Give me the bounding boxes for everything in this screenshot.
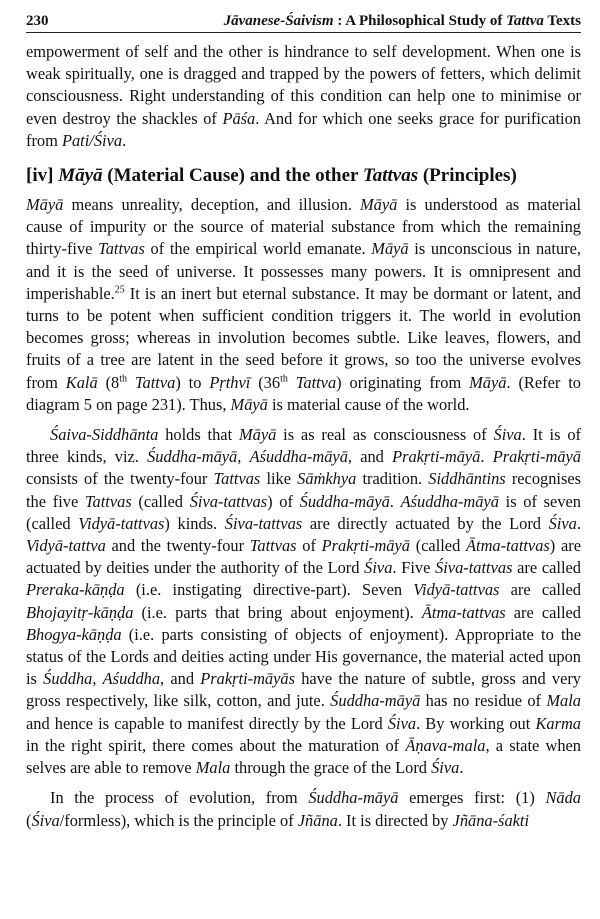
text-run: . Five [392, 558, 436, 578]
text-run: (Principles) [418, 165, 517, 187]
text-run: (Material Cause) and the other [102, 165, 363, 187]
text-run: is of seven (called [26, 491, 581, 533]
text-run: and hence is capable to manifest directly by the Lord [26, 713, 388, 733]
text-run [288, 373, 296, 392]
text-run: . By working out [416, 713, 536, 733]
text-run: (i.e. instigating directive-part). Seven [124, 580, 414, 600]
text-run: (i.e. parts that bring about enjoyment). [133, 602, 422, 622]
text-run: tradition. [356, 469, 429, 489]
italic-term: Nāda [545, 788, 581, 808]
italic-term: Māyā [371, 239, 409, 259]
text-run: of the empirical world emanate. [144, 239, 372, 259]
text-run: emerges first: (1) [398, 788, 546, 808]
italic-term: Śuddha [43, 669, 93, 689]
text-run: are called [512, 558, 581, 578]
italic-term: Śuddha-māyā [147, 447, 238, 467]
running-title-italic-2: Tattva [506, 13, 544, 29]
italic-term: Karma [535, 713, 581, 733]
italic-term: Kalā [65, 372, 98, 392]
text-run: ) are actuated by deities under the authority of the Lord [26, 536, 581, 578]
italic-term: Ātma-tattvas [466, 536, 550, 556]
text-run: ) originating from [336, 372, 470, 392]
text-run: , and [347, 447, 393, 467]
superscript: th [119, 373, 128, 385]
text-run: . [576, 513, 581, 533]
paragraph-maya-definition [26, 194, 581, 416]
italic-term: Mala [195, 758, 231, 778]
text-run: In the process of evolution, from [50, 788, 309, 808]
italic-term: Śiva [364, 558, 393, 578]
italic-term: Vidyā-tattvas [413, 580, 500, 600]
italic-term: Aśuddha-māyā [400, 491, 499, 511]
text-run: ) of [267, 491, 300, 511]
italic-term: Śiva-tattvas [435, 558, 513, 578]
italic-term: Aśuddha [102, 669, 161, 689]
text-run: has no residue of [420, 691, 547, 711]
text-run: recognises the five [26, 469, 582, 511]
italic-term: Śaiva-Siddhānta [50, 425, 159, 445]
text-run: It is an inert but eternal substance. It may be dormant or latent, and turns to be potent when sufficient condition triggers it. The world in evolution becomes gross; whereas in involution becomes subtle. Like leaves, flowers, and fruits of a tree are latent in the seed before it grows, so too the universe evolves from [26, 283, 581, 392]
text-run: through the grace of the Lord [230, 758, 432, 778]
text-run: holds that [158, 425, 239, 445]
text-run: ( [26, 810, 32, 830]
italic-term: Śiva [31, 810, 60, 830]
italic-term: Preraka-kāṇḍa [26, 580, 125, 600]
italic-term: Māyā [58, 165, 103, 187]
text-run: consists of the twenty-four [26, 469, 214, 489]
text-run: have the nature of subtle, gross and very gross respectively, like silk, cotton, and jute. [26, 669, 582, 711]
text-run: . [389, 491, 401, 511]
text-run: /formless), which is the principle of [59, 810, 298, 830]
italic-term: Māyā [238, 425, 277, 445]
italic-term: Prakṛti-māyā [321, 536, 410, 556]
paragraph-saiva-siddhanta [26, 424, 581, 779]
text-run: is unconscious in nature, and it is the seed of universe. It possesses many powers. It is omnipresent and imperishable. [26, 239, 581, 303]
italic-term: Śuddha-māyā [308, 788, 399, 808]
book-page [26, 10, 581, 832]
text-run: . And for which one seeks grace for purification from [26, 108, 581, 150]
text-run: ) kinds. [164, 513, 225, 533]
running-title-end: Texts [543, 13, 581, 29]
italic-term: Māyā [360, 195, 398, 215]
italic-term: Sāṁkhya [297, 469, 357, 489]
text-run: ) to [175, 372, 210, 392]
italic-term: Prakṛti-māyā [392, 447, 481, 467]
text-run [127, 373, 135, 392]
italic-term: Śiva [387, 713, 417, 733]
italic-term: Māyā [469, 372, 507, 392]
text-run: , and [160, 669, 201, 689]
superscript: th [280, 373, 288, 385]
italic-term: Bhogya-kāṇḍa [26, 624, 122, 644]
italic-term: Siddhāntins [428, 469, 506, 489]
italic-term: Mala [546, 691, 581, 711]
italic-term: Śiva-tattvas [189, 491, 268, 511]
italic-term: Aśuddha-māyā [249, 447, 348, 467]
italic-term: Jñāna-śakti [452, 810, 530, 830]
italic-term: Māyā [230, 394, 268, 414]
italic-term: Tattva [134, 372, 176, 392]
italic-term: Śuddha-māyā [330, 691, 421, 711]
text-run: (8 [97, 372, 120, 392]
italic-term: Tattvas [98, 239, 145, 259]
italic-term: Āṇava-mala [405, 735, 486, 755]
italic-term: Pṛthvī [209, 372, 251, 392]
text-run: , a state when selves are able to remove [26, 735, 581, 778]
paragraph-continued [26, 41, 581, 152]
italic-term: Tattvas [84, 491, 132, 511]
italic-term: Vidyā-tattva [26, 536, 106, 556]
text-run: empowerment of self and the other is hindrance to self development. When one is weak spiritually, one is dragged and trapped by the powers of fetters, which delimit consciousness. Right understanding of this condition can help one to minimise or even destroy the shackles of [26, 42, 581, 128]
italic-term: Bhojayitṛ-kāṇḍa [26, 602, 134, 622]
running-title-rest: : A Philosophical Study of [333, 13, 507, 29]
page-number: 230 [26, 13, 49, 29]
text-run: , [92, 669, 103, 689]
text-run: means unreality, deception, and illusion. [63, 195, 361, 215]
italic-term: Śuddha-māyā [299, 491, 390, 511]
text-run: (i.e. parts consisting of objects of enjoyment). Appropriate to the status of the Lords and deities acting under His governance, the material acted upon is [26, 624, 581, 689]
italic-term: Ātma-tattvas [421, 602, 506, 622]
text-run: (called [131, 491, 190, 511]
text-run: is as real as consciousness of [276, 425, 494, 445]
text-run: (called [409, 536, 467, 556]
italic-term: Prakṛti-māyās [200, 669, 295, 689]
running-title [224, 10, 581, 32]
italic-term: Śiva [548, 513, 577, 533]
italic-term: Māyā [26, 195, 64, 215]
italic-term: Śiva [431, 758, 460, 778]
italic-term: Prakṛti-māyā [492, 447, 581, 467]
paragraph-evolution [26, 787, 581, 831]
italic-term: Tattvas [213, 469, 261, 489]
text-run: and the twenty-four [105, 536, 250, 556]
text-run: . It is directed by [337, 810, 453, 830]
text-run: . [480, 447, 493, 467]
superscript: 25 [114, 284, 125, 296]
text-run: in the right spirit, there comes about the maturation of [26, 735, 406, 755]
text-run: . It is of three kinds, viz. [26, 425, 581, 467]
running-head [26, 10, 581, 33]
text-run: are called [505, 602, 581, 622]
text-run: . [122, 130, 127, 150]
italic-term: Pati/Śiva [61, 130, 123, 150]
text-run: are directly actuated by the Lord [302, 513, 549, 533]
text-run: , [237, 447, 250, 467]
italic-term: Śiva [493, 425, 522, 445]
italic-term: Vidyā-tattvas [78, 513, 165, 533]
text-run: is material cause of the world. [267, 394, 470, 414]
text-run: . (Refer to diagram 5 on page 231). Thus, [26, 372, 581, 414]
section-heading [26, 164, 581, 188]
italic-term: Pāśa [222, 108, 256, 128]
text-run: . [459, 758, 464, 778]
text-run: (36 [250, 372, 281, 392]
italic-term: Śiva-tattvas [224, 513, 303, 533]
italic-term: Tattvas [362, 165, 419, 187]
italic-term: Tattva [295, 372, 337, 392]
text-run: is understood as material cause of impurity or the source of material substance from which the remaining thirty-five [26, 195, 581, 259]
running-title-italic: Jāvanese-Śaivism [223, 13, 334, 29]
italic-term: Jñāna [297, 810, 338, 830]
text-run: of [296, 536, 322, 556]
text-run: are called [499, 580, 581, 600]
italic-term: Tattvas [249, 536, 297, 556]
text-run: [iv] [26, 165, 59, 187]
text-run: like [260, 469, 298, 489]
